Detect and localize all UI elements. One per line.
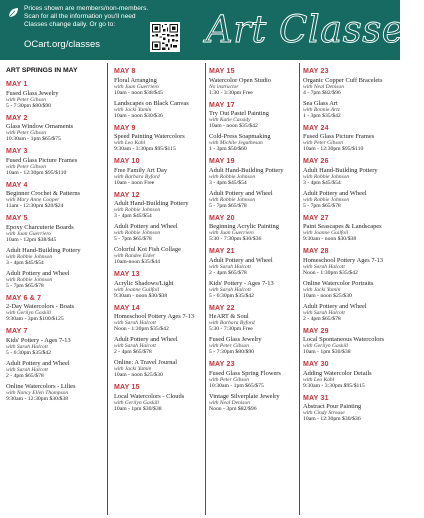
- class-listing: [6, 337, 103, 357]
- class-title: Online: A Travel Journal: [114, 359, 178, 366]
- class-title: Paint Seascapes & Landscapes: [303, 223, 382, 230]
- instructor-name: with Robbie Johnson: [6, 276, 53, 283]
- instructor-name: with Robbie Johnson: [114, 207, 161, 214]
- class-title: Online Watercolor Portraits: [303, 279, 374, 287]
- class-listing: [114, 167, 202, 187]
- instructor-name: with Joanne Guilfoil: [303, 230, 349, 237]
- class-time-price: 10am - noon $25/$30: [114, 372, 163, 379]
- date-heading: MAY 10: [114, 158, 140, 165]
- class-listing: [303, 100, 397, 120]
- class-time-price: 3 - 4pm $45/$54: [303, 179, 341, 186]
- class-title: Adult Pottery and Wheel: [114, 336, 178, 343]
- class-listing: [209, 280, 297, 300]
- instructor-name: with Sarah Halcott: [114, 343, 156, 350]
- class-title: Landscapes on Black Canvas: [114, 99, 189, 107]
- class-title: Organic Copper Cuff Bracelets: [303, 76, 383, 84]
- class-title: Adult Pottery and Wheel: [209, 189, 273, 197]
- qr-code: [150, 22, 180, 52]
- instructor-name: with Robbie Johnson: [6, 253, 53, 260]
- class-listing: [114, 223, 202, 243]
- class-time-price: 9:30am - noon $30/$38: [114, 292, 168, 299]
- class-title: Colorful Koi Fish Collage: [114, 246, 181, 253]
- date-heading: MAY 27: [303, 214, 329, 222]
- instructor-name: with Jacki Yamin: [114, 366, 152, 373]
- class-listing: [114, 246, 202, 266]
- instructor-name: with Sarah Halcott: [209, 286, 251, 293]
- class-listing: [303, 303, 397, 323]
- class-listing: [303, 336, 397, 356]
- class-title: Fused Glass Picture Frames: [6, 156, 78, 164]
- class-title: Epoxy Charcuterie Boards: [6, 223, 74, 231]
- instructor-name: with Peter Gibson: [6, 96, 47, 103]
- class-listing: [209, 257, 297, 277]
- class-listing: [6, 303, 103, 323]
- date-heading: MAY 5: [6, 215, 28, 222]
- instructor-name: with Neal Denison: [209, 399, 250, 406]
- website-link[interactable]: OCart.org/classes: [24, 39, 101, 50]
- class-listing: [303, 167, 397, 187]
- date-heading: MAY 4: [6, 181, 28, 189]
- class-listing: [6, 247, 103, 267]
- class-time-price: 10am - 12:30pm $95/$110: [303, 146, 364, 153]
- class-listing: [6, 190, 103, 210]
- class-title: Adult Pottery and Wheel: [6, 269, 70, 277]
- date-heading: MAY 28: [303, 248, 329, 255]
- class-title: Watercolor Open Studio: [209, 76, 271, 84]
- header-banner: [0, 0, 424, 60]
- class-title: Adult Pottery and Wheel: [114, 223, 178, 230]
- class-listing: [303, 133, 397, 153]
- instructor-name: with Juan Guerriero: [209, 230, 255, 237]
- column-divider: [299, 63, 300, 515]
- schedule-column-2: [114, 63, 202, 416]
- date-heading: MAY 30: [303, 361, 329, 368]
- class-time-price: 1 - 3pm $50/$60: [209, 146, 247, 153]
- column-divider: [107, 63, 108, 515]
- class-time-price: 5 - 6:30pm $35/$42: [209, 292, 255, 299]
- class-listing: [6, 270, 103, 290]
- schedule-column-4: [303, 63, 397, 426]
- date-heading: MAY 23: [303, 68, 329, 75]
- leaf-icon: [7, 7, 19, 19]
- instructor-name: with Neal Denison: [303, 83, 344, 90]
- class-listing: [209, 223, 297, 243]
- class-listing: [114, 313, 202, 333]
- instructor-name: with Gerilyn Gaskill: [114, 399, 159, 406]
- instructor-name: with Peter Gibson: [209, 376, 250, 383]
- class-listing: [6, 360, 103, 380]
- class-time-price: 10am - 12pm $38/$45: [6, 236, 57, 243]
- instructor-name: with Peter Gibson: [6, 163, 47, 170]
- class-title: HeART & Soul: [209, 313, 249, 320]
- date-heading: MAY 3: [6, 148, 28, 155]
- instructor-name: with Jacki Yamin: [114, 106, 152, 113]
- date-heading: MAY 24: [303, 124, 329, 132]
- class-title: Fused Glass Jewelry: [209, 336, 262, 343]
- class-title: Fused Glass Jewelry: [6, 89, 59, 97]
- date-heading: MAY 8: [114, 68, 136, 75]
- class-time-price: 10am - 1pm $30/$38: [303, 349, 351, 356]
- instructor-name: with Robbie Johnson: [114, 230, 161, 237]
- instructor-name: with Robbie Johnson: [209, 196, 256, 203]
- class-title: Vintage Silverplate Jewelry: [209, 392, 280, 400]
- class-time-price: 10am - 1pm $30/$38: [114, 405, 162, 412]
- date-heading: MAY 1: [6, 81, 28, 88]
- instructor-name: with Sarah Halcott: [114, 320, 156, 327]
- section-heading: ART SPRINGS IN MAY: [6, 67, 78, 74]
- instructor-name: No instructor: [209, 83, 239, 90]
- class-time-price: 10am - 12:30pm $30/$36: [303, 416, 361, 423]
- class-title: 2-Day Watercolors - Boats: [6, 303, 75, 310]
- class-time-price: Noon - 1:30pm $35/$42: [303, 269, 358, 276]
- instructor-name: with Sarah Halcott: [6, 366, 48, 373]
- class-time-price: 5 - 7pm $65/$78: [114, 236, 152, 243]
- class-time-price: 5:30 - 7:30pm Free: [209, 326, 253, 333]
- class-time-price: 10am - noon $38/$45: [114, 89, 163, 96]
- instructor-name: with Randee Eider: [114, 253, 155, 260]
- class-title: Adult Hand-Building Pottery: [209, 166, 284, 174]
- instructor-name: with Barbara Byford: [209, 320, 255, 327]
- column-divider: [205, 63, 206, 515]
- instructor-name: with Peter Gibson: [209, 343, 250, 350]
- class-title: Fused Glass Picture Frames: [303, 133, 375, 140]
- class-time-price: 9:30am - 12:30pm $30/$38: [6, 395, 69, 402]
- instructor-name: with Joanne Guilfoil: [114, 286, 160, 293]
- class-time-price: 10:30am - 1pm $65/$75: [6, 136, 61, 143]
- instructor-name: with Juan Guerriero: [114, 83, 160, 90]
- date-heading: MAY 6 & 7: [6, 294, 42, 302]
- date-heading: MAY 23: [209, 361, 235, 368]
- class-listing: [209, 313, 297, 333]
- class-listing: [114, 100, 202, 120]
- class-title: Acrylic Shadows/Light: [114, 279, 174, 287]
- instructor-name: with Robbie Johnson: [209, 173, 256, 180]
- class-title: Kids' Pottery - Ages 7-13: [6, 336, 71, 344]
- instructor-name: with Robbie Johnson: [303, 196, 350, 203]
- class-listing: [303, 370, 397, 390]
- class-time-price: 10am - noon $25/$30: [303, 292, 352, 299]
- class-listing: [209, 370, 297, 390]
- class-listing: [114, 336, 202, 356]
- class-listing: [303, 223, 397, 243]
- instructor-name: with Michile Jegathesan: [209, 140, 263, 147]
- class-listing: [303, 280, 397, 300]
- class-listing: [114, 280, 202, 300]
- class-title: Adult Hand-Building Pottery: [303, 166, 378, 174]
- class-listing: [6, 383, 103, 403]
- class-title: Floral Arranging: [114, 76, 157, 84]
- class-title: Online Watercolors - Lilies: [6, 382, 76, 390]
- day-list: [114, 68, 202, 413]
- class-listing: [209, 190, 297, 210]
- class-title: Sea Glass Art: [303, 99, 338, 107]
- class-listing: [6, 157, 103, 177]
- instructor-name: with Sarah Halcott: [303, 309, 345, 316]
- class-time-price: 10am - noon Free: [114, 179, 155, 186]
- class-title: Adult Hand-Building Pottery: [6, 246, 81, 254]
- date-heading: MAY 12: [114, 191, 140, 199]
- class-listing: [303, 257, 397, 277]
- instructor-name: with Bonnie Artz: [303, 106, 340, 113]
- class-title: Adult Pottery and Wheel: [209, 256, 273, 264]
- date-heading: MAY 9: [114, 124, 136, 132]
- class-listing: [209, 110, 297, 130]
- class-listing: [209, 393, 297, 413]
- class-title: Adult Pottery and Wheel: [303, 302, 367, 310]
- class-time-price: 2 - 4pm $65/$78: [303, 315, 341, 322]
- day-list: [6, 81, 103, 403]
- class-listing: [114, 393, 202, 413]
- class-time-price: 2 - 4pm $65/$78: [114, 349, 152, 356]
- class-title: Fused Glass Spring Flowers: [209, 369, 281, 377]
- class-time-price: 5 - 6:30pm $35/$42: [6, 349, 52, 356]
- class-time-price: 9:30am - 3:30pm $95/$115: [303, 382, 365, 389]
- class-time-price: 5 - 7:30pm $80/$90: [6, 102, 52, 109]
- instructor-name: with Sarah Halcott: [6, 343, 48, 350]
- class-listing: [114, 133, 202, 153]
- instructor-name: with Peter Gibson: [303, 140, 344, 147]
- class-title: Glass Window Ornaments: [6, 123, 74, 130]
- class-title: Beginning Acrylic Painting: [209, 223, 279, 230]
- instructor-name: with Sarah Halcott: [303, 263, 345, 270]
- instructor-name: with Barbara Byford: [114, 173, 160, 180]
- class-title: Homeschool Pottery Ages 7-13: [114, 313, 195, 320]
- class-time-price: 10am - 12:30pm $95/$110: [6, 169, 67, 176]
- class-time-price: 3 - 4pm $45/$54: [209, 179, 247, 186]
- class-time-price: Noon - 1:30pm $35/$42: [114, 326, 169, 333]
- instructor-name: with Katie Cassidy: [209, 117, 251, 124]
- page-title: Art Classes: [206, 8, 424, 51]
- date-heading: MAY 21: [209, 248, 235, 255]
- class-listing: [6, 224, 103, 244]
- class-time-price: 9:30am - 3pm $100/$125: [6, 316, 64, 323]
- instructor-name: with Gerilyn Gaskill: [6, 310, 51, 317]
- day-list: [209, 68, 297, 413]
- class-listing: [209, 336, 297, 356]
- class-listing: [209, 133, 297, 153]
- instructor-name: with Mary Anne Cooper: [6, 197, 60, 204]
- class-time-price: 2 - 4pm $65/$78: [209, 269, 247, 276]
- instructor-name: with Juan Guerriero: [6, 230, 52, 237]
- class-listing: [6, 123, 103, 143]
- class-listing: [114, 77, 202, 97]
- class-title: Adult Hand-Building Pottery: [114, 200, 189, 207]
- date-heading: MAY 29: [303, 327, 329, 335]
- date-heading: MAY 15: [209, 68, 235, 75]
- date-heading: MAY 22: [209, 304, 235, 312]
- class-title: Kids' Pottery - Ages 7-13: [209, 279, 274, 287]
- class-time-price: Noon - 3pm $82/$96: [209, 405, 257, 412]
- class-title: Try Out Pastel Painting: [209, 110, 269, 117]
- class-time-price: 9:30am - noon $30/$38: [303, 236, 357, 243]
- class-time-price: 5 - 7pm $65/$78: [6, 282, 44, 289]
- class-title: Adding Watercolor Details: [303, 369, 372, 377]
- class-time-price: 10am-noon $35/$44: [114, 259, 160, 266]
- instructor-name: with Nancy Ellen Thompson: [6, 389, 69, 396]
- class-listing: [6, 90, 103, 110]
- instructor-name: with Leo Kahl: [303, 376, 335, 383]
- class-title: Speed Painting Watercolors: [114, 133, 185, 140]
- class-listing: [209, 77, 297, 97]
- date-heading: MAY 14: [114, 304, 140, 312]
- instructor-name: with Robbie Johnson: [303, 173, 350, 180]
- class-time-price: 5 - 7pm $65/$78: [209, 202, 247, 209]
- date-heading: MAY 20: [209, 214, 235, 222]
- class-title: Adult Pottery and Wheel: [303, 189, 367, 197]
- date-heading: MAY 26: [303, 158, 329, 165]
- class-listing: [303, 77, 397, 97]
- class-listing: [303, 403, 397, 423]
- class-time-price: 3 - 4pm $45/$54: [6, 259, 44, 266]
- instructor-name: with Gerilyn Gaskill: [303, 343, 348, 350]
- date-heading: MAY 31: [303, 394, 329, 402]
- date-heading: MAY 7: [6, 328, 28, 335]
- class-time-price: 5 - 7pm $65/$78: [303, 202, 341, 209]
- class-time-price: 1:30 - 3:30pm Free: [209, 89, 253, 96]
- date-heading: MAY 15: [114, 384, 140, 391]
- day-list: [303, 68, 397, 423]
- class-title: Homeschool Pottery Ages 7-13: [303, 256, 384, 264]
- class-time-price: 10am - noon $30/$36: [114, 112, 163, 119]
- date-heading: MAY 19: [209, 158, 235, 165]
- schedule-column-3: [209, 63, 297, 416]
- date-heading: MAY 17: [209, 101, 235, 109]
- pricing-note: Prices shown are members/non-members. Scan for all the information you'll need Classes change daily. Or go to:: [24, 5, 149, 29]
- class-title: Local Watercolors - Clouds: [114, 392, 185, 400]
- class-listing: [114, 200, 202, 220]
- class-title: Free Family Art Day: [114, 166, 168, 174]
- class-time-price: 10am - noon $35/$42: [209, 123, 258, 130]
- class-time-price: 1 - 3pm $35/$42: [303, 112, 341, 119]
- instructor-name: with Leo Kahl: [114, 140, 146, 147]
- class-title: Adult Pottery and Wheel: [6, 359, 70, 367]
- class-title: Local Spontaneous Watercolors: [303, 336, 385, 343]
- instructor-name: with Cindy Strouse: [303, 410, 345, 417]
- class-listing: [114, 359, 202, 379]
- class-time-price: 4 - 7pm $82/$96: [303, 89, 341, 96]
- class-title: Beginner Crochet & Patterns: [6, 190, 81, 197]
- class-time-price: 5 - 7:30pm $80/$90: [209, 349, 255, 356]
- schedule-column-1: [6, 63, 103, 406]
- class-time-price: 3 - 4pm $45/$54: [114, 213, 152, 220]
- class-time-price: 2 - 4pm $65/$78: [6, 372, 44, 379]
- class-listing: [303, 190, 397, 210]
- class-listing: [209, 167, 297, 187]
- instructor-name: with Peter Gibson: [6, 130, 47, 137]
- instructor-name: with Jacki Yamin: [303, 286, 341, 293]
- instructor-name: with Sarah Halcott: [209, 263, 251, 270]
- class-time-price: 5:30 - 7:30pm $30/$36: [209, 236, 262, 243]
- class-title: Cold-Press Soapmaking: [209, 133, 271, 140]
- class-time-price: 9:30am - 3:30pm $95/$115: [114, 146, 176, 153]
- class-time-price: 10:30am - 1pm $65/$75: [209, 382, 264, 389]
- date-heading: MAY 13: [114, 271, 140, 278]
- class-time-price: 11am - 12:30pm $20/$24: [6, 203, 64, 210]
- class-title: Abstract Pour Painting: [303, 403, 362, 410]
- date-heading: MAY 2: [6, 114, 28, 122]
